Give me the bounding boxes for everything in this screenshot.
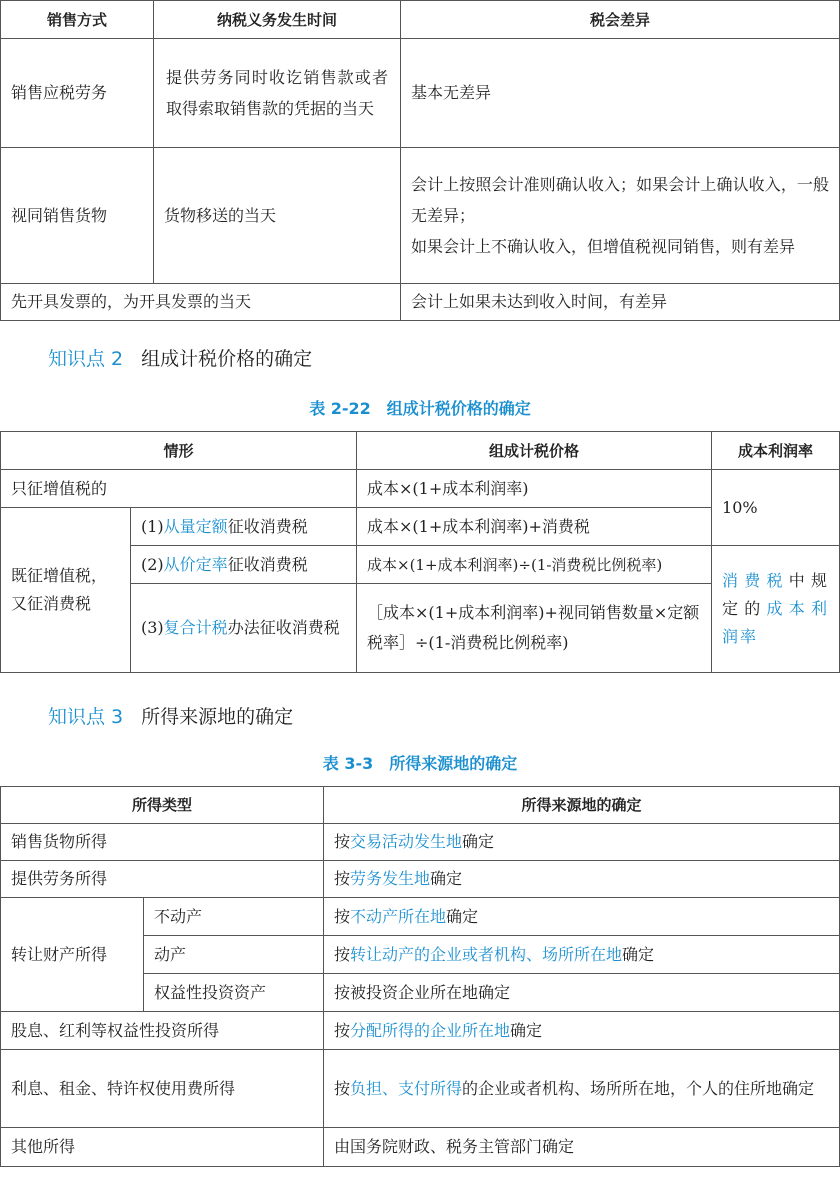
header-tax-time: 纳税义务发生时间 [154,1,401,39]
item-number: (1) [141,516,164,536]
highlight: 交易活动发生地 [350,832,463,851]
highlight: 劳务发生地 [350,869,431,888]
cell-type: 其他所得 [1,1128,324,1167]
post: 确定 [462,832,495,851]
highlight: 消费税 [722,571,789,590]
cell-type: 提供劳务所得 [1,861,324,898]
cell-source: 按被投资企业所在地确定 [324,974,840,1012]
cell-diff: 会计上按照会计准则确认收入；如果会计上确认收入，一般无差异； 如果会计上不确认收入，但增值税视同销售，则有差异 [401,148,840,284]
cell-group: 既征增值税，又征消费税 [1,508,131,673]
cell-diff: 基本无差异 [401,39,840,148]
pre: 按 [334,869,351,888]
section-heading-kp2 [48,344,312,371]
pre: 按 [334,1020,351,1040]
cell-method: 视同销售货物 [1,148,154,284]
cell-case [131,584,357,673]
cell-source [324,898,840,936]
cell-price: ［成本×(1+成本利润率)+视同销售数量×定额税率］÷(1-消费税比例税率) [357,584,712,673]
highlight: 成本利润率 [722,599,830,646]
cell-source: 由国务院财政、税务主管部门确定 [324,1128,840,1167]
cell-source [324,1050,840,1128]
table-caption: 表 2-22 组成计税价格的确定 [309,399,531,418]
cell-source [324,1012,840,1050]
highlight: 负担、支付所得 [350,1078,463,1098]
item-number: (2) [141,554,164,574]
cell-price: 成本×(1+成本利润率) [357,470,712,508]
highlight: 转让动产的企业或者机构、场所所在地 [350,944,623,964]
pre: 按 [334,906,351,926]
case-rest: 征收消费税 [227,516,308,536]
header-rate: 成本利润率 [712,432,840,470]
case-rest: 办法征收消费税 [227,618,340,637]
kp-title: 所得来源地的确定 [141,706,294,728]
header-income-type: 所得类型 [1,787,324,824]
cell-case: 只征增值税的 [1,470,357,508]
section-heading-kp3 [48,702,293,729]
cell-price: 成本×(1+成本利润率)+消费税 [357,508,712,546]
header-source: 所得来源地的确定 [324,787,840,824]
post: 的企业或者机构、场所所在地，个人的住所地确定 [462,1078,815,1098]
highlight: 复合计税 [163,618,228,637]
cell-type: 股息、红利等权益性投资所得 [1,1012,324,1050]
pre: 按 [334,832,351,851]
item-number: (3) [141,618,164,637]
cell-source [324,936,840,974]
cell-case [131,508,357,546]
cell-source [324,861,840,898]
highlight: 不动产所在地 [350,906,447,926]
table-caption: 表 3-3 所得来源地的确定 [322,754,518,773]
kp-title: 组成计税价格的确定 [141,348,313,370]
cell-diff: 会计上如果未达到收入时间，有差异 [401,284,840,321]
kp-label: 知识点 3 [48,706,124,728]
pre: 按 [334,1078,351,1098]
highlight: 从量定额 [163,516,228,536]
cell-type: 利息、租金、特许权使用费所得 [1,1050,324,1128]
cell-rate [712,546,840,673]
header-sales-method: 销售方式 [1,1,154,39]
cell-method-time: 先开具发票的，为开具发票的当天 [1,284,401,321]
sales-tax-timing-table [0,0,840,321]
cell-rate: 10% [712,470,840,546]
header-difference: 税会差异 [401,1,840,39]
rate-mid: 中规定的 [722,571,829,618]
cell-subtype: 不动产 [144,898,324,936]
cell-source [324,824,840,861]
post: 确定 [446,906,479,926]
header-price: 组成计税价格 [357,432,712,470]
post: 确定 [622,944,655,964]
case-rest: 征收消费税 [227,554,308,574]
cell-price: 成本×(1+成本利润率)÷(1-消费税比例税率) [357,546,712,584]
composite-price-table [0,431,840,673]
cell-subtype: 动产 [144,936,324,974]
income-source-table [0,786,840,1167]
highlight: 分配所得的企业所在地 [350,1020,511,1040]
cell-case [131,546,357,584]
cell-method: 销售应税劳务 [1,39,154,148]
cell-subtype: 权益性投资资产 [144,974,324,1012]
pre: 按 [334,944,351,964]
header-case: 情形 [1,432,357,470]
highlight: 从价定率 [163,554,228,574]
cell-group: 转让财产所得 [1,898,144,1012]
post: 确定 [510,1020,543,1040]
post: 确定 [430,869,463,888]
cell-time: 提供劳务同时收讫销售款或者取得索取销售款的凭据的当天 [154,39,401,148]
cell-type: 销售货物所得 [1,824,324,861]
kp-label: 知识点 2 [48,348,124,370]
cell-time: 货物移送的当天 [154,148,401,284]
